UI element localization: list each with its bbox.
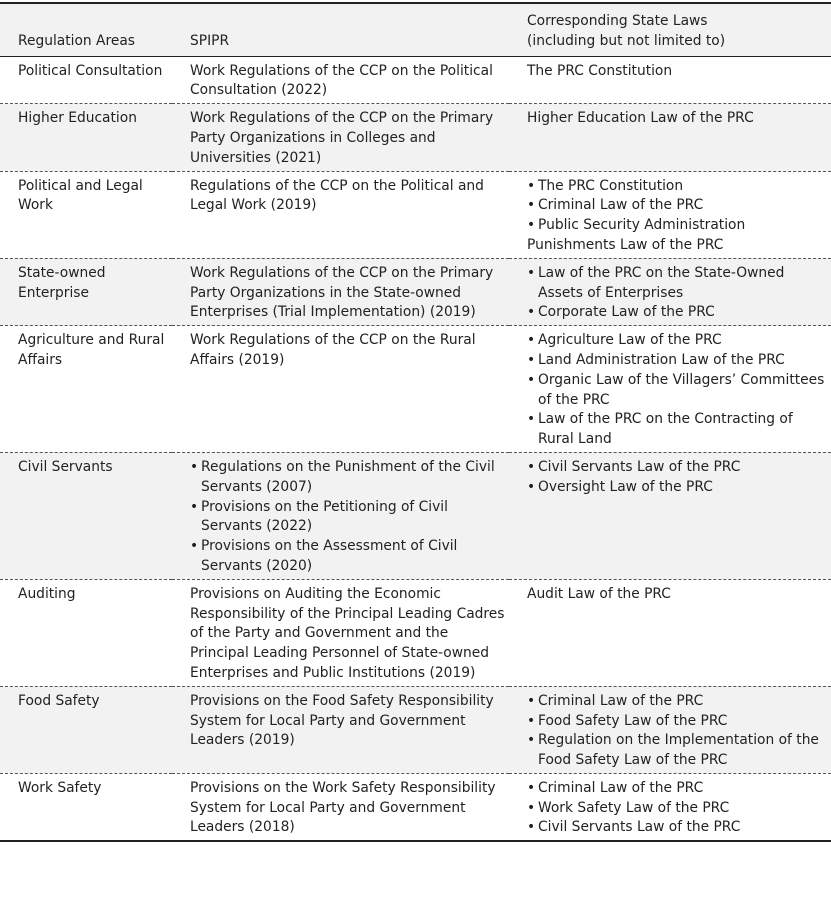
state-law-list-item: • Civil Servants Law of the PRC: [527, 818, 827, 838]
table-row: [0, 104, 831, 171]
table-row: [0, 686, 831, 773]
header-state-laws-line1: Corresponding State Laws: [527, 13, 708, 29]
state-law-text: The PRC Constitution: [527, 62, 673, 79]
spipr-cell: [172, 56, 509, 104]
state-law-list-item: • Regulation on the Implementation of the Food Safety Law of the PRC: [527, 731, 827, 771]
state-laws-cell: [509, 452, 831, 579]
regulation-area-cell: Work Safety: [18, 779, 102, 796]
spipr-text: Provisions on the Food Safety Responsibility System for Local Party and Government Leaders (2019): [190, 692, 494, 749]
state-laws-cell: [509, 258, 831, 325]
state-law-list-item: • Law of the PRC on the State-Owned Assets of Enterprises: [527, 264, 827, 304]
state-law-list-item: • Criminal Law of the PRC: [527, 196, 827, 216]
regulation-area-cell: Auditing: [18, 585, 76, 602]
state-law-list-item: • The PRC Constitution: [527, 177, 827, 197]
table-row: [0, 579, 831, 686]
table-row: [0, 452, 831, 579]
spipr-text: Work Regulations of the CCP on the Rural Affairs (2019): [190, 332, 476, 368]
spipr-cell: [172, 686, 509, 773]
state-law-list-item: • Corporate Law of the PRC: [527, 303, 827, 323]
header-spipr: SPIPR: [190, 32, 230, 49]
table-row: [0, 773, 831, 841]
state-laws-cell: [509, 686, 831, 773]
regulation-area-cell: State-owned Enterprise: [18, 264, 106, 301]
spipr-text: Work Regulations of the CCP on the Political Consultation (2022): [190, 62, 493, 99]
state-law-list-item: • Law of the PRC on the Contracting of Rural Land: [527, 410, 827, 450]
table-row: [0, 171, 831, 258]
state-laws-list: [527, 692, 827, 771]
spipr-text: Regulations of the CCP on the Political and Legal Work (2019): [190, 177, 484, 214]
state-laws-cell: [509, 773, 831, 841]
state-law-list-item: • Organic Law of the Villagers’ Committees of the PRC: [527, 371, 827, 411]
state-laws-cell: [509, 171, 831, 258]
header-state-laws: [509, 3, 831, 56]
spipr-text: Work Regulations of the CCP on the Primary Party Organizations in Colleges and Universities (2021): [190, 110, 494, 166]
state-law-list-item: • Civil Servants Law of the PRC: [527, 458, 827, 478]
state-laws-list: [527, 264, 827, 323]
state-laws-cell: [509, 56, 831, 104]
state-laws-cell: [509, 326, 831, 453]
state-law-list-item: • Food Safety Law of the PRC: [527, 712, 827, 732]
spipr-text: Provisions on Auditing the Economic Responsibility of the Principal Leading Cadres of the Party and Government and the Principal Leading Personnel of State-owned Enterprises and Public Institutions (2019): [190, 585, 505, 681]
regulation-area-cell: Civil Servants: [18, 458, 113, 475]
state-law-list-item: • Public Security Administration: [527, 216, 827, 236]
regulation-area-cell: Political and Legal Work: [18, 177, 143, 214]
spipr-list-item: • Provisions on the Petitioning of Civil Servants (2022): [190, 498, 505, 538]
spipr-list-item: • Regulations on the Punishment of the Civil Servants (2007): [190, 458, 505, 498]
state-law-list-item: • Land Administration Law of the PRC: [527, 351, 827, 371]
state-law-list-item: • Criminal Law of the PRC: [527, 692, 827, 712]
spipr-list: [190, 458, 505, 577]
regulation-area-cell: Food Safety: [18, 692, 100, 709]
spipr-cell: [172, 452, 509, 579]
table-row: [0, 56, 831, 104]
regulation-area-cell: Political Consultation: [18, 62, 163, 79]
state-laws-cell: [509, 104, 831, 171]
spipr-cell: [172, 579, 509, 686]
spipr-text: Work Regulations of the CCP on the Primary Party Organizations in the State-owned Enterprises (Trial Implementation) (2019): [190, 264, 494, 321]
state-law-text: Audit Law of the PRC: [527, 585, 671, 602]
state-laws-cell: [509, 579, 831, 686]
spipr-cell: [172, 171, 509, 258]
regulations-table: [0, 2, 831, 842]
spipr-list-item: • Provisions on the Assessment of Civil Servants (2020): [190, 537, 505, 577]
state-law-list-item: • Work Safety Law of the PRC: [527, 799, 827, 819]
state-laws-list: [527, 177, 827, 236]
spipr-cell: [172, 104, 509, 171]
regulation-area-cell: Higher Education: [18, 110, 137, 127]
header-regulation-areas: Regulation Areas: [18, 32, 135, 49]
state-law-continuation: Punishments Law of the PRC: [527, 236, 724, 253]
state-laws-list: [527, 779, 827, 838]
spipr-text: Provisions on the Work Safety Responsibility System for Local Party and Government Leaders (2018): [190, 779, 496, 836]
table-row: [0, 258, 831, 325]
state-law-text: Higher Education Law of the PRC: [527, 110, 754, 127]
state-law-list-item: • Criminal Law of the PRC: [527, 779, 827, 799]
header-state-laws-line2: (including but not limited to): [527, 32, 726, 49]
regulation-area-cell: Agriculture and Rural Affairs: [18, 332, 165, 368]
header-row: [0, 3, 831, 56]
spipr-cell: [172, 258, 509, 325]
table-row: [0, 326, 831, 453]
spipr-cell: [172, 773, 509, 841]
state-law-list-item: • Agriculture Law of the PRC: [527, 331, 827, 351]
state-laws-list: [527, 331, 827, 450]
state-law-list-item: • Oversight Law of the PRC: [527, 478, 827, 498]
state-laws-list: [527, 458, 827, 498]
table-header: [0, 3, 831, 56]
spipr-cell: [172, 326, 509, 453]
table-body: [0, 56, 831, 841]
